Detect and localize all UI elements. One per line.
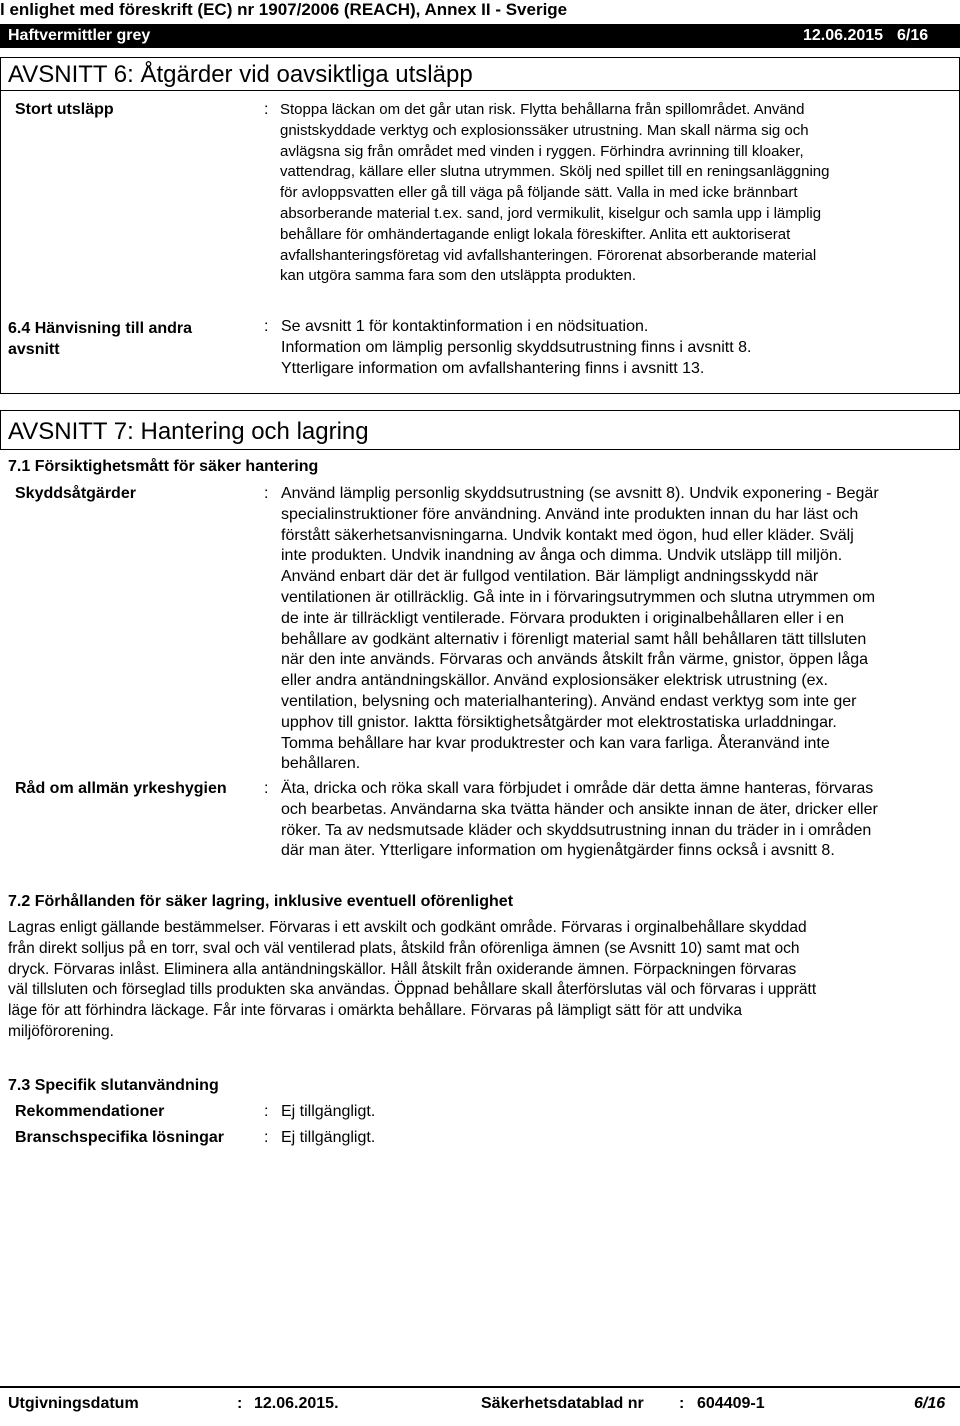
- section-6-title-box: [0, 57, 960, 91]
- text-line: kan utgöra samma fara som den utsläppta produkten.: [280, 267, 637, 285]
- reference-label: [8, 318, 192, 360]
- footer-sds-colon: :: [679, 1395, 685, 1412]
- text-line: specialinstruktioner före användning. Använd inte produkten innan du har läst och: [281, 505, 859, 523]
- large-spill-label: Stort utsläpp: [15, 101, 114, 118]
- industry-solutions-colon: :: [264, 1129, 269, 1146]
- large-spill-text: [280, 100, 955, 287]
- text-line: Ytterligare information om avfallshantering finns i avsnitt 13.: [281, 359, 705, 377]
- text-line: behållare för omhändertagande enligt lokala föreskifter. Anlita ett auktoriserat: [280, 225, 791, 243]
- storage-text: [8, 918, 953, 1043]
- footer-page: 6/16: [914, 1395, 946, 1412]
- text-line: från direkt solljus på en torr, sval och väl ventilerad plats, åtskild från oförenliga ämnen (se Avsnitt 10) samt mat och: [8, 939, 800, 957]
- text-line: upphov till gnistor. Iaktta försiktighetsåtgärder mot elektrostatiska urladdningar.: [281, 713, 837, 731]
- text-line: avlägsna sig från området med vinden i ryggen. Förhindra avrinning till kloaker,: [280, 142, 804, 160]
- text-line: där man äter. Ytterligare information om hygienåtgärder finns också i avsnitt 8.: [281, 842, 835, 860]
- text-line: vattendrag, källare eller slutna utrymmen. Skölj ned spillet till en reningsanläggning: [280, 163, 830, 181]
- industry-solutions-label: Branschspecifika lösningar: [15, 1129, 224, 1146]
- recommendations-value: Ej tillgängligt.: [281, 1103, 376, 1120]
- hygiene-label: Råd om allmän yrkeshygien: [15, 780, 227, 797]
- subsection-7-2-title: 7.2 Förhållanden för säker lagring, inklusive eventuell oförenlighet: [8, 893, 514, 910]
- text-line: ventilationen är otillräcklig. Gå inte in i förvaringsutrymmen och slutna utrymmen om: [281, 588, 876, 606]
- text-line: Använd enbart där det är fullgod ventilation. Bär lämpligt andningsskydd när: [281, 568, 819, 586]
- text-line: väl tillsluten och förseglad tills produkten ska användas. Öppnad behållare skall återförslutas väl och förvaras i upprätt: [8, 981, 817, 999]
- section-6-title: AVSNITT 6: Åtgärder vid oavsiktliga utsläpp: [8, 61, 473, 88]
- footer: [0, 1386, 960, 1426]
- header-page: 6/16: [897, 27, 929, 44]
- text-line: avfallshanteringsföretag vid avfallshanteringen. Förorenat absorberande material: [280, 246, 817, 264]
- text-line: behållaren.: [281, 755, 361, 773]
- text-line: Äta, dricka och röka skall vara förbjudet i område där detta ämne hanteras, förvaras: [281, 780, 874, 797]
- industry-solutions-value: Ej tillgängligt.: [281, 1129, 376, 1146]
- protective-measures-text: [281, 484, 956, 775]
- footer-sds-label: Säkerhetsdatablad nr: [481, 1395, 644, 1412]
- text-line: läge för att förhindra läckage. Får inte förvaras i omärkta behållare. Förvaras på lämpligt sätt för att undvika: [8, 1002, 743, 1020]
- product-name: Haftvermittler grey: [8, 27, 151, 44]
- reference-label-line-2: avsnitt: [8, 341, 60, 358]
- text-line: Stoppa läckan om det går utan risk. Flytta behållarna från spillområdet. Använd: [280, 101, 805, 118]
- text-line: gnistskyddade verktyg och explosionssäker utrustning. Man skall närma sig och: [280, 121, 809, 139]
- protective-measures-label: Skyddsåtgärder: [15, 485, 136, 502]
- text-line: Använd lämplig personlig skyddsutrustning (se avsnitt 8). Undvik exponering - Begär: [281, 485, 879, 502]
- large-spill-colon: :: [264, 101, 269, 118]
- subsection-7-1-title: 7.1 Försiktighetsmått för säker hantering: [8, 458, 319, 475]
- footer-issue-date: 12.06.2015.: [254, 1395, 339, 1412]
- reference-label-line-1: 6.4 Hänvisning till andra: [8, 320, 193, 337]
- footer-sds-number: 604409-1: [697, 1395, 765, 1412]
- text-line: dryck. Förvaras inlåst. Eliminera alla antändningskällor. Håll åtskilt från oxiderande ämnen. Förpackningen förvaras: [8, 960, 797, 978]
- text-line: de inte är tillräckligt ventilerade. Förvara produkten i originalbehållaren eller i en: [281, 609, 844, 627]
- section-7-title: AVSNITT 7: Hantering och lagring: [8, 418, 369, 445]
- text-line: absorberande material t.ex. sand, jord vermikulit, kiselgur och samla upp i lämplig: [280, 204, 822, 222]
- text-line: för avloppsvatten eller gå till väga på följande sätt. Valla in med icke brännbart: [280, 184, 798, 202]
- text-line: när den inte används. Förvaras och används åtskilt från värme, gnistor, öppen låga: [281, 651, 869, 669]
- protective-measures-colon: :: [264, 485, 269, 502]
- footer-issue-colon: :: [237, 1395, 243, 1412]
- text-line: miljöförorening.: [8, 1022, 114, 1040]
- text-line: Se avsnitt 1 för kontaktinformation i en nödsituation.: [281, 318, 649, 335]
- footer-issue-label: Utgivningsdatum: [8, 1395, 139, 1412]
- document-title: l enlighet med föreskrift (EC) nr 1907/2006 (REACH), Annex II - Sverige: [0, 0, 568, 19]
- subsection-7-3-title: 7.3 Specifik slutanvändning: [8, 1077, 219, 1094]
- text-line: och bearbetas. Användarna ska tvätta händer och ansikte innan de äter, dricker eller: [281, 800, 878, 818]
- recommendations-colon: :: [264, 1103, 269, 1120]
- text-line: inte produkten. Undvik inandning av ånga och dimma. Undvik utsläpp till miljön.: [281, 547, 843, 565]
- text-line: Information om lämplig personlig skyddsutrustning finns i avsnitt 8.: [281, 338, 752, 356]
- text-line: Lagras enligt gällande bestämmelser. Förvaras i ett avskilt och godkänt område. Förvaras i orginalbehållare skyddad: [8, 919, 807, 936]
- header-date: 12.06.2015: [803, 27, 884, 44]
- text-line: Tomma behållare har kvar produktrester och kan vara farliga. Återanvänd inte: [281, 734, 830, 752]
- text-line: behållare av godkänt alternativ i förenligt material samt håll behållaren tätt tillsluten: [281, 630, 867, 648]
- hygiene-colon: :: [264, 780, 269, 797]
- reference-colon: :: [264, 318, 269, 335]
- reference-text: [281, 317, 956, 379]
- text-line: förstått säkerhetsanvisningarna. Undvik kontakt med ögon, hud eller kläder. Svälj: [281, 526, 854, 544]
- text-line: eller andra antändningskällor. Använd explosionsäker elektrisk utrustning (ex.: [281, 672, 828, 690]
- header-bar: [0, 24, 960, 48]
- recommendations-label: Rekommendationer: [15, 1103, 165, 1120]
- hygiene-text: [281, 779, 956, 862]
- text-line: röker. Ta av nedsmutsade kläder och skyddsutrustning innan du träder in i områden: [281, 821, 872, 839]
- section-7-title-box: [0, 410, 960, 450]
- text-line: ventilation, belysning och materialhantering). Använd endast verktyg som inte ger: [281, 692, 857, 710]
